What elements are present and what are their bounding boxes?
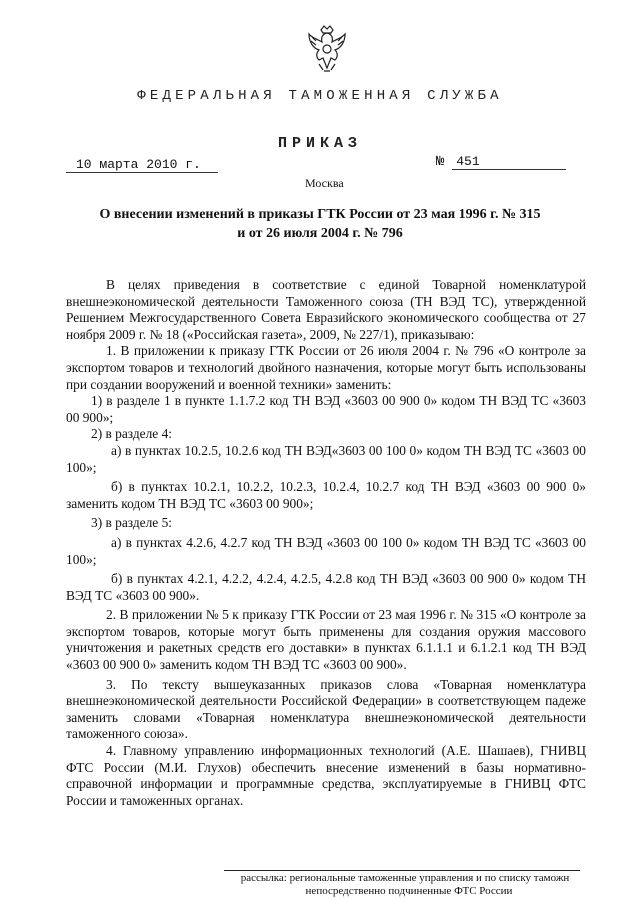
document-title [0,205,640,243]
paragraph-1-item-3: 3) в разделе 5: [91,515,173,531]
paragraph-1-item-3a: а) в пунктах 4.2.6, 4.2.7 код ТН ВЭД «3603 00 100 0» кодом ТН ВЭД ТС «3603 00 100»; [66,534,586,567]
city-name: Москва [305,176,344,190]
paragraph-1-item-2a: а) в пунктах 10.2.5, 10.2.6 код ТН ВЭД«3603 00 100 0» кодом ТН ВЭД ТС «3603 00 100»; [66,442,586,475]
paragraph-1-item-2b: б) в пунктах 10.2.1, 10.2.2, 10.2.3, 10.2.4, 10.2.7 код ТН ВЭД «3603 00 900 0» заменить кодом ТН ВЭД ТС «3603 00 900»; [66,479,586,511]
number-value: 451 [452,154,566,170]
distribution-line-2: непосредственно подчиненные ФТС России [305,885,513,897]
paragraph-1-item-1: 1) в разделе 1 в пункте 1.1.7.2 код ТН ВЭД «3603 00 900 0» кодом ТН ВЭД ТС «3603 00 900»; [66,393,586,425]
paragraph-1-item-2: 2) в разделе 4: [91,426,173,442]
coat-of-arms-emblem [307,24,347,76]
paragraph-2: 2. В приложении № 5 к приказу ГТК России от 23 мая 1996 г. № 315 «О контроле за экспортом товаров, которые могут быть применены для создания оружия массового уничтожения и ракетных средств его доставки» в пунктах 6.1.1.1 и 6.1.2.1 код ТН ВЭД «3603 00 900 0» заменить кодом ТН ВЭД ТС «3603 00 900». [66,607,586,673]
agency-name: ФЕДЕРАЛЬНАЯ ТАМОЖЕННАЯ СЛУЖБА [137,88,503,104]
distribution-line-1: рассылка: региональные таможенные управления и по списку таможн [240,872,570,884]
title-line-2: и от 26 июля 2004 г. № 796 [237,226,403,241]
document-type: ПРИКАЗ [277,135,362,152]
footer-divider [224,870,580,871]
order-date: 10 марта 2010 г. [66,157,218,173]
preamble-paragraph: В целях приведения в соответствие с единой Товарной номенклатурой внешнеэкономической деятельности Таможенного союза (ТН ВЭД ТС), утвержденной Решением Межгосударственного Совета Евразийского экономического сообщества от 27 ноября 2009 г. № 18 («Российская газета», 2009, № 227/1), приказываю: [66,277,586,342]
order-number [436,154,578,170]
paragraph-1: 1. В приложении к приказу ГТК России от 26 июля 2004 г. № 796 «О контроле за экспортом товаров и технологий двойного назначения, которые могут быть использованы при создании вооружений и военной техники» заменить: [66,343,586,392]
paragraph-4: 4. Главному управлению информационных технологий (А.Е. Шашаев), ГНИВЦ ФТС России (М.И. Глухов) обеспечить внесение изменений в базы нормативно-справочной информации и программные средства, эксплуатируемые в ГНИВЦ ФТС России и таможенных органах. [66,743,586,808]
title-line-1: О внесении изменений в приказы ГТК России от 23 мая 1996 г. № 315 [99,207,541,222]
distribution-note [230,872,580,898]
paragraph-1-item-3b: б) в пунктах 4.2.1, 4.2.2, 4.2.4, 4.2.5, 4.2.8 код ТН ВЭД «3603 00 900 0» кодом ТН ВЭД ТС «3603 00 900». [66,571,586,603]
paragraph-3: 3. По тексту вышеуказанных приказов слова «Товарная номенклатура внешнеэкономической деятельности Российской Федерации» в соответствующем падеже заменить словами «Товарная номенклатура внешнеэкономической деятельности таможенного союза». [66,676,586,742]
document-body [66,277,586,809]
number-sign: № [436,154,445,170]
